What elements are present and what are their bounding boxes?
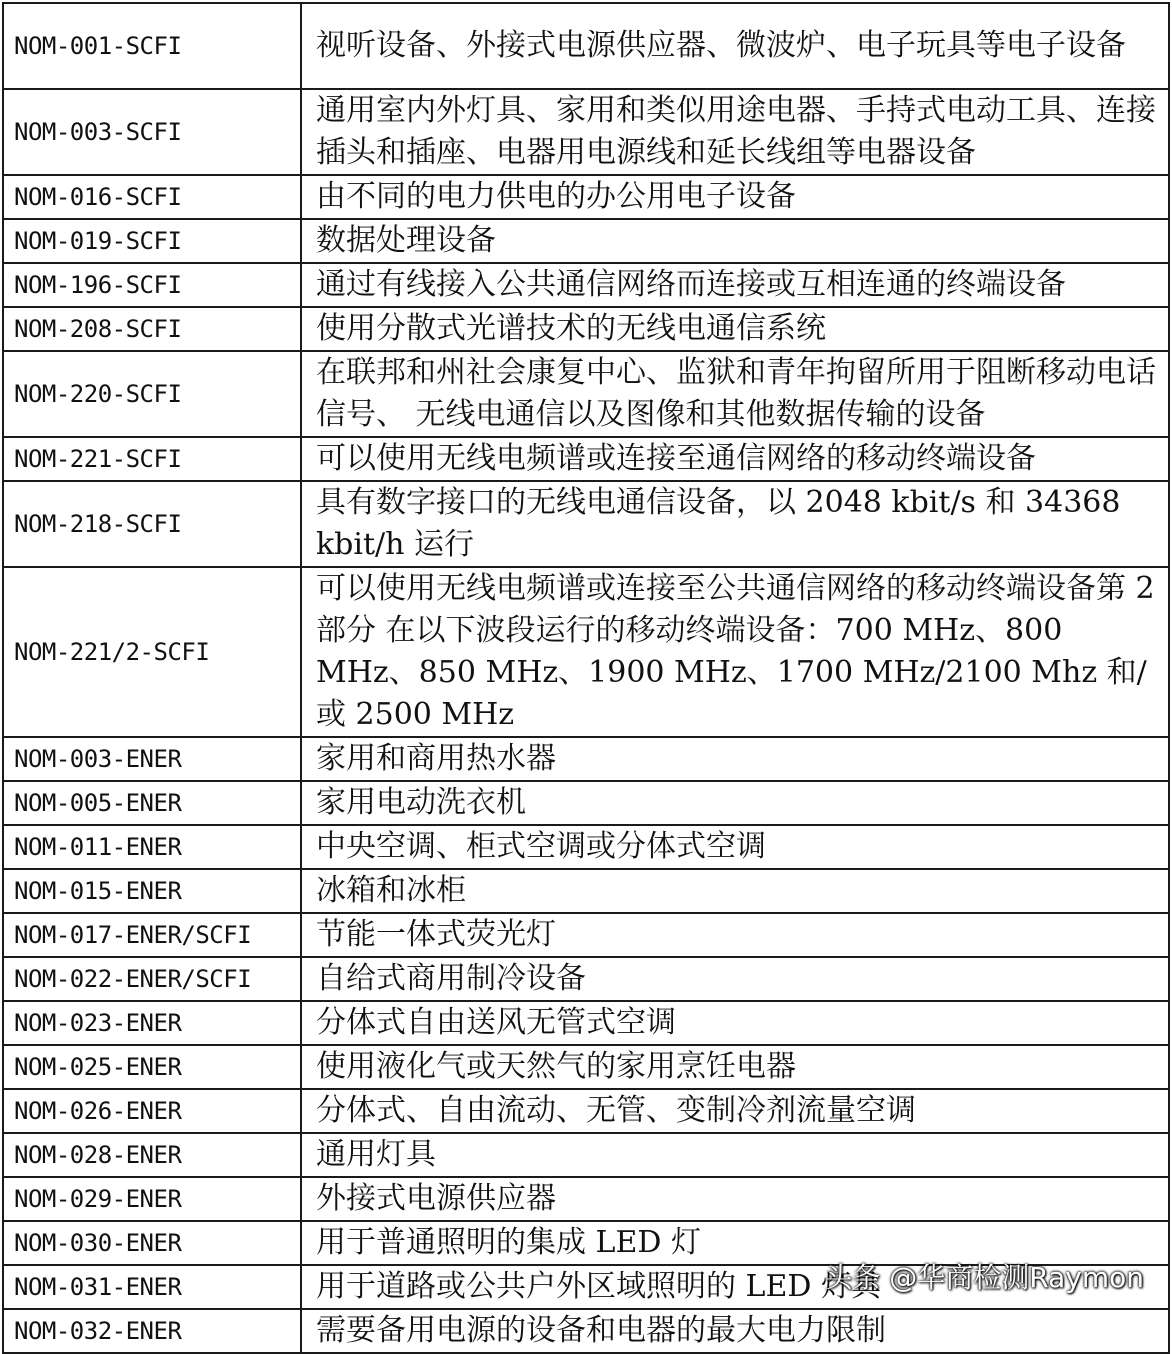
standard-description: 视听设备、外接式电源供应器、微波炉、电子玩具等电子设备: [301, 3, 1169, 89]
standard-description: 通用灯具: [301, 1133, 1169, 1177]
standard-code: NOM-016-SCFI: [3, 175, 301, 219]
standard-description: 使用分散式光谱技术的无线电通信系统: [301, 307, 1169, 351]
standard-description: 外接式电源供应器: [301, 1177, 1169, 1221]
standard-description: 节能一体式荧光灯: [301, 913, 1169, 957]
standard-code: NOM-003-SCFI: [3, 89, 301, 175]
standard-code: NOM-220-SCFI: [3, 351, 301, 437]
standard-code: NOM-019-SCFI: [3, 219, 301, 263]
standard-description: 中央空调、柜式空调或分体式空调: [301, 825, 1169, 869]
standard-code: NOM-196-SCFI: [3, 263, 301, 307]
standard-description: 用于道路或公共户外区域照明的 LED 灯具: [301, 1265, 1169, 1309]
standard-code: NOM-031-ENER: [3, 1265, 301, 1309]
standard-description: 通用室内外灯具、家用和类似用途电器、手持式电动工具、连接插头和插座、电器用电源线和延长线组等电器设备: [301, 89, 1169, 175]
table-row: [3, 481, 1169, 567]
standard-description: 分体式、自由流动、无管、变制冷剂流量空调: [301, 1089, 1169, 1133]
table-row: [3, 89, 1169, 175]
standard-code: NOM-208-SCFI: [3, 307, 301, 351]
standard-code: NOM-218-SCFI: [3, 481, 301, 567]
table-row: [3, 1309, 1169, 1353]
table-row: [3, 1177, 1169, 1221]
standard-code: NOM-221/2-SCFI: [3, 567, 301, 737]
standard-description: 需要备用电源的设备和电器的最大电力限制: [301, 1309, 1169, 1353]
standard-code: NOM-221-SCFI: [3, 437, 301, 481]
standard-code: NOM-003-ENER: [3, 737, 301, 781]
table-row: [3, 957, 1169, 1001]
standard-code: NOM-015-ENER: [3, 869, 301, 913]
table-row: [3, 3, 1169, 89]
standard-description: 数据处理设备: [301, 219, 1169, 263]
standard-description: 由不同的电力供电的办公用电子设备: [301, 175, 1169, 219]
table-row: [3, 263, 1169, 307]
table-row: [3, 567, 1169, 737]
standard-description: 通过有线接入公共通信网络而连接或互相连通的终端设备: [301, 263, 1169, 307]
standard-code: NOM-025-ENER: [3, 1045, 301, 1089]
standard-code: NOM-028-ENER: [3, 1133, 301, 1177]
watermark: 头条 @华商检测Raymon: [824, 1261, 1144, 1294]
standard-code: NOM-032-ENER: [3, 1309, 301, 1353]
standard-code: NOM-011-ENER: [3, 825, 301, 869]
table-row: [3, 175, 1169, 219]
standard-description: 可以使用无线电频谱或连接至通信网络的移动终端设备: [301, 437, 1169, 481]
standard-description: 家用电动洗衣机: [301, 781, 1169, 825]
table-row: [3, 307, 1169, 351]
standard-description: 冰箱和冰柜: [301, 869, 1169, 913]
standard-code: NOM-023-ENER: [3, 1001, 301, 1045]
table-row: [3, 351, 1169, 437]
standard-description: 用于普通照明的集成 LED 灯: [301, 1221, 1169, 1265]
table-row: [3, 437, 1169, 481]
standard-code: NOM-022-ENER/SCFI: [3, 957, 301, 1001]
table-row: [3, 1089, 1169, 1133]
table-row: [3, 913, 1169, 957]
table-row: [3, 869, 1169, 913]
nom-standards-table: [2, 2, 1170, 1354]
table-row: [3, 219, 1169, 263]
standard-description: 家用和商用热水器: [301, 737, 1169, 781]
table-row: [3, 825, 1169, 869]
standard-description: 在联邦和州社会康复中心、监狱和青年拘留所用于阻断移动电话信号、 无线电通信以及图像和其他数据传输的设备: [301, 351, 1169, 437]
standard-description: 自给式商用制冷设备: [301, 957, 1169, 1001]
standard-code: NOM-030-ENER: [3, 1221, 301, 1265]
table-row: [3, 737, 1169, 781]
standard-code: NOM-001-SCFI: [3, 3, 301, 89]
standard-description: 具有数字接口的无线电通信设备，以 2048 kbit/s 和 34368 kbit/h 运行: [301, 481, 1169, 567]
table-row: [3, 1045, 1169, 1089]
standard-code: NOM-017-ENER/SCFI: [3, 913, 301, 957]
standard-description: 可以使用无线电频谱或连接至公共通信网络的移动终端设备第 2 部分 在以下波段运行的移动终端设备：700 MHz、800 MHz、850 MHz、1900 MHz、1700 MHz/2100 Mhz 和/或 2500 MHz: [301, 567, 1169, 737]
standard-description: 使用液化气或天然气的家用烹饪电器: [301, 1045, 1169, 1089]
table-row: [3, 781, 1169, 825]
table-row: [3, 1001, 1169, 1045]
standard-code: NOM-026-ENER: [3, 1089, 301, 1133]
standard-description: 分体式自由送风无管式空调: [301, 1001, 1169, 1045]
table-row: [3, 1133, 1169, 1177]
standard-code: NOM-029-ENER: [3, 1177, 301, 1221]
standard-code: NOM-005-ENER: [3, 781, 301, 825]
